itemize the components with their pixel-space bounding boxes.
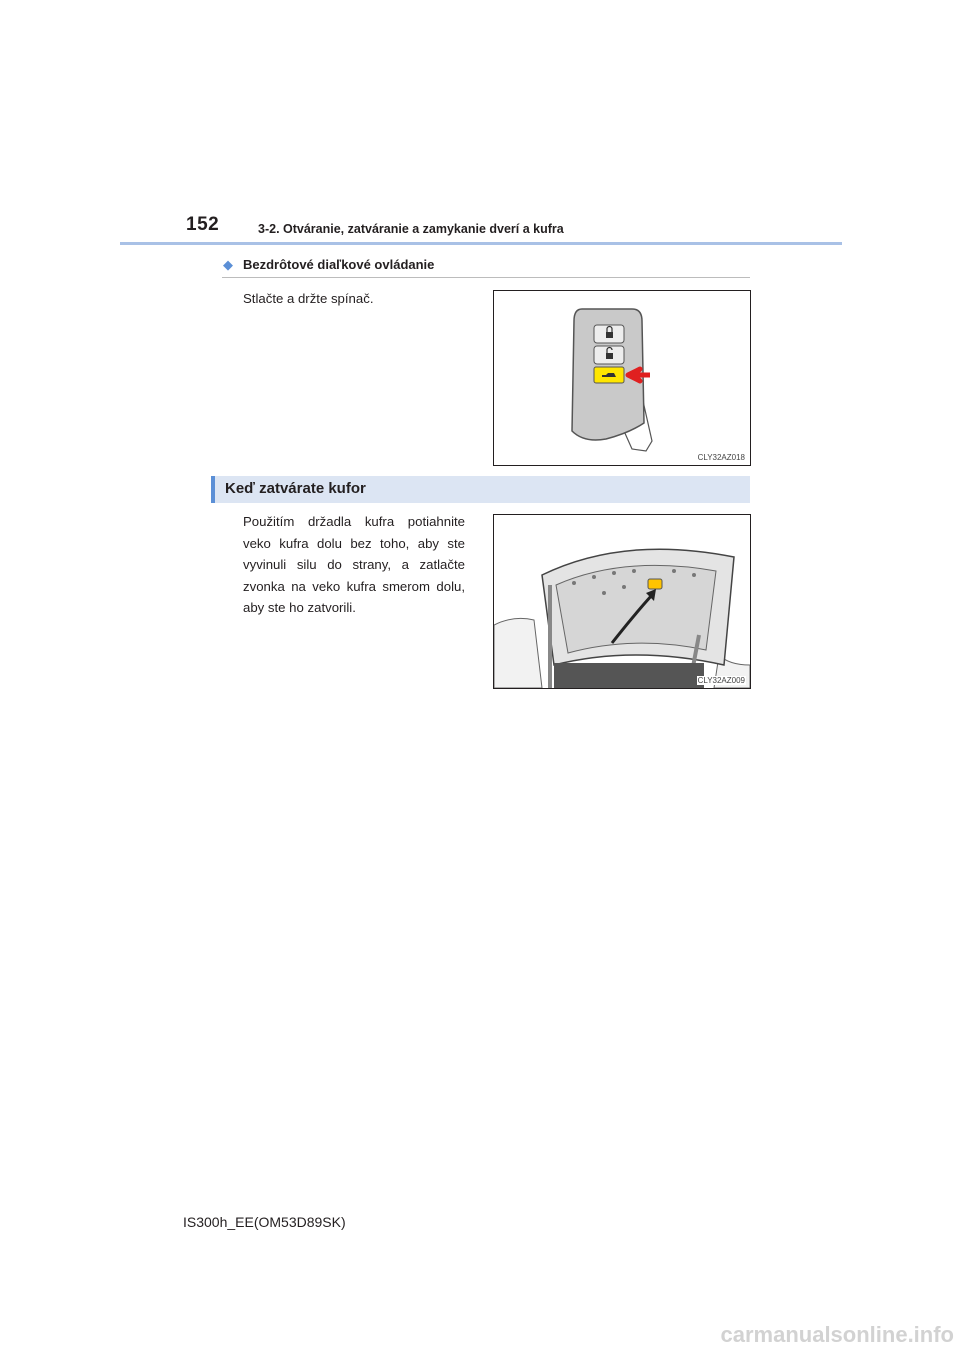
trunk-handle-shape: [648, 579, 662, 589]
watermark: carmanualsonline.info: [720, 1322, 954, 1347]
press-arrow-shape: [628, 369, 650, 381]
page-number: 152: [186, 214, 220, 235]
remote-instruction-text: Stlačte a držte spínač.: [243, 291, 374, 306]
figure-code: CLY32AZ009: [697, 676, 745, 685]
smart-key-illustration: [494, 291, 750, 465]
figure-trunk-lid: [493, 514, 751, 689]
closing-instruction-text: Použitím držadla kufra potiahnite veko kufra dolu bez toho, aby ste vyvinuli silu do strany, a zatlačte zvonka na veko kufra smerom dolu, aby ste ho zatvorili.: [243, 514, 465, 615]
figure-code: CLY32AZ018: [697, 453, 745, 462]
footer-model-code: IS300h_EE(OM53D89SK): [183, 1214, 346, 1230]
figure-smart-key: [493, 290, 751, 466]
section-heading-closing: [211, 476, 750, 503]
header-rule: [120, 242, 842, 245]
diamond-bullet-icon: ◆: [223, 257, 233, 272]
section-heading-title: Keď zatvárate kufor: [225, 480, 366, 497]
sub-heading-remote: [222, 254, 750, 278]
sub-heading-title: Bezdrôtové diaľkové ovládanie: [243, 257, 435, 272]
trunk-lid-illustration: [494, 515, 750, 688]
header-section-title: 3-2. Otváranie, zatváranie a zamykanie dverí a kufra: [258, 222, 564, 236]
